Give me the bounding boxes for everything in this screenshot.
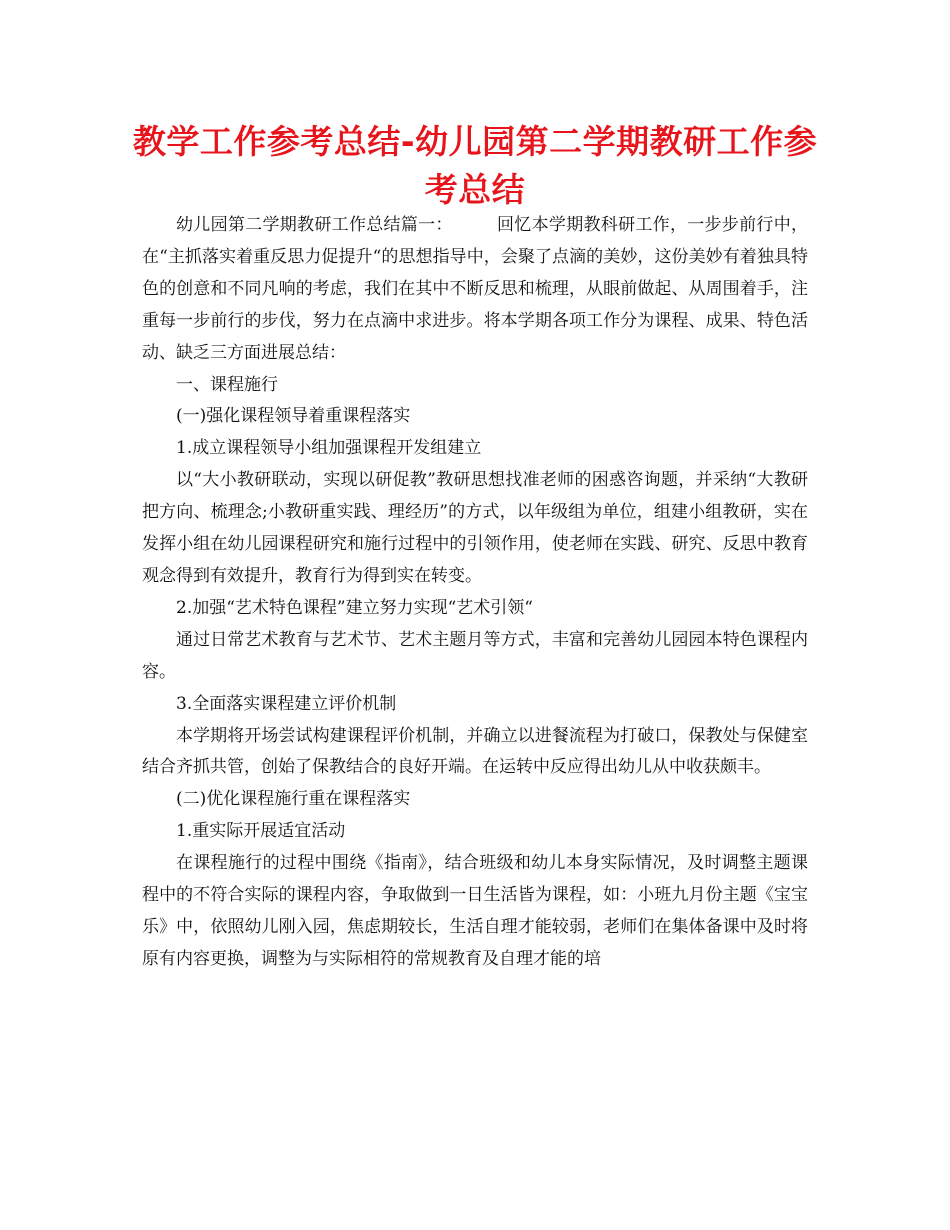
- intro-lead: 幼儿园第二学期教研工作总结篇一：: [176, 215, 453, 235]
- paragraph-1-3: 本学期将开场尝试构建课程评价机制，并确立以进餐流程为打破口，保教处与保健室结合齐抓共管，创始了保教结合的良好开端。在运转中反应得出幼儿从中收获颇丰。: [142, 725, 808, 778]
- subsection-heading-1: (一)强化课程领导着重课程落实: [176, 406, 411, 427]
- item-heading-2-1: 1.重实际开展适宜活动: [176, 821, 346, 842]
- section-heading-1: 一、课程施行: [176, 374, 278, 395]
- paragraph-1-1: 以“大小教研联动，实现以研促教”教研思想找准老师的困惑咨询题，并采纳“大教研把方向、梳理念;小教研重实践、理经历”的方式，以年级组为单位，组建小组教研，实在发挥小组在幼儿园课程研究和施行过程中的引领作用，使老师在实践、研究、反思中教育观念得到有效提升，教育行为得到实在转变。: [142, 470, 808, 586]
- item-heading-1-1: 1.成立课程领导小组加强课程开发组建立: [176, 438, 482, 459]
- paragraph-2-1: 在课程施行的过程中围绕《指南》，结合班级和幼儿本身实际情况，及时调整主题课程中的不符合实际的课程内容，争取做到一日生活皆为课程，如：小班九月份主题《宝宝乐》中，依照幼儿刚入园，焦虑期较长，生活自理才能较弱，老师们在集体备课中及时将原有内容更换，调整为与实际相符的常规教育及自理才能的培: [142, 853, 808, 969]
- document-body: [142, 210, 808, 976]
- intro-text: 回忆本学期教科研工作，一步步前行中，在“主抓落实着重反思力促提升“的思想指导中，会聚了点滴的美妙，这份美妙有着独具特色的创意和不同凡响的考虑，我们在其中不断反思和梳理，从眼前做起、从周围着手，注重每一步前行的步伐，努力在点滴中求进步。将本学期各项工作分为课程、成果、特色活动、缺乏三方面进展总结：: [142, 215, 809, 363]
- intro-paragraph: [142, 210, 808, 370]
- document-title: 教学工作参考总结-幼儿园第二学期教研工作参考总结: [132, 122, 818, 209]
- item-heading-1-3: 3.全面落实课程建立评价机制: [176, 693, 397, 714]
- item-heading-1-2: 2.加强“艺术特色课程”建立努力实现“艺术引领“: [176, 597, 533, 618]
- subsection-heading-2: (二)优化课程施行重在课程落实: [176, 789, 411, 810]
- paragraph-1-2: 通过日常艺术教育与艺术节、艺术主题月等方式，丰富和完善幼儿园园本特色课程内容。: [142, 629, 808, 682]
